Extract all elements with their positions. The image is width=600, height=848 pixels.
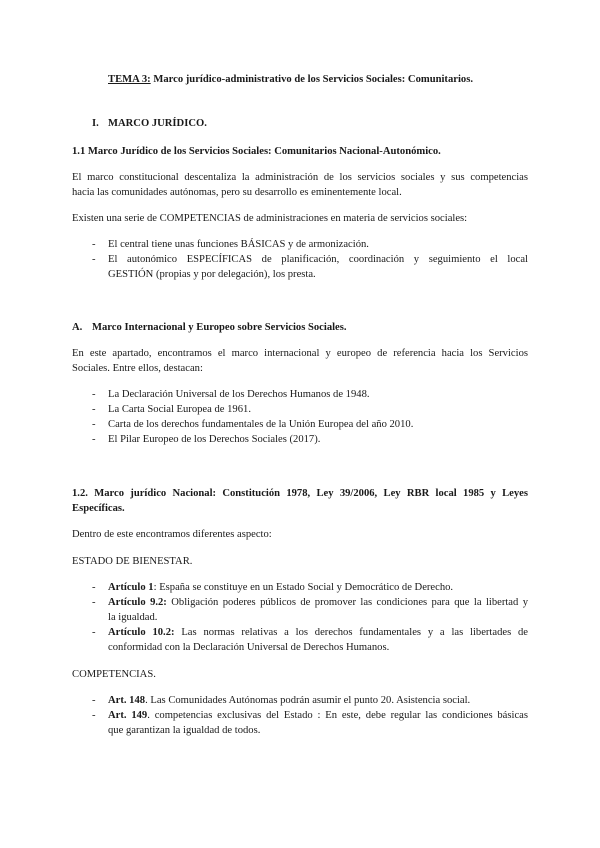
section-1-heading: MARCO JURÍDICO. [108,118,207,129]
article-text: : España se constituye en un Estado Social y Democrático de Derecho. [153,582,454,593]
section-1-number: I. [92,118,99,129]
bullet-dash: - [92,239,96,250]
article-text: . Las Comunidades Autónomas podrán asumir el punto 20. Asistencia social. [145,695,471,706]
list-item-text: El central tiene unas funciones BÁSICAS y de armonización. [108,239,369,250]
bullet-dash: - [92,695,96,706]
list-item-text: El Pilar Europeo de los Derechos Sociales (2017). [108,434,321,445]
article-label: Artículo 9.2: [108,597,167,608]
paragraph-1-line-1: El marco constitucional descentaliza la administración de los servicios sociales y sus competencias [72,172,528,183]
article-text: Obligación poderes públicos de promover las condiciones para que la libertad y [166,597,529,608]
list-item-text-continued: que garantizan la igualdad de todos. [108,725,261,736]
article-text: . competencias exclusivas del Estado : En este, debe regular las condiciones básicas [147,710,528,721]
subsection-1-1-heading: 1.1 Marco Jurídico de los Servicios Sociales: Comunitarios Nacional-Autonómico. [72,146,441,157]
article-label: Artículo 10.2: [108,627,175,638]
competencias-heading: COMPETENCIAS. [72,669,156,680]
article-label: Art. 148 [108,695,146,706]
list-item-text: El autonómico ESPECÍFICAS de planificación, coordinación y seguimiento el local [108,254,528,265]
article-text: Las normas relativas a los derechos fundamentales y a las libertades de [174,627,528,638]
title-text: Marco jurídico-administrativo de los Servicios Sociales: Comunitarios. [150,74,473,85]
section-a-letter: A. [72,322,83,333]
bullet-dash: - [92,582,96,593]
bullet-dash: - [92,404,96,415]
list-item-text [108,581,453,596]
list-item-text-continued: la igualdad. [108,612,158,623]
bullet-dash: - [92,434,96,445]
bullet-dash: - [92,710,96,721]
section-a-heading: Marco Internacional y Europeo sobre Servicios Sociales. [92,322,347,333]
list-item-text: Carta de los derechos fundamentales de la Unión Europea del año 2010. [108,419,414,430]
list-item-text [108,596,528,611]
list-item-text: La Carta Social Europea de 1961. [108,404,251,415]
document-title [108,73,473,88]
list-item-text-continued: conformidad con la Declaración Universal de Derechos Humanos. [108,642,390,653]
title-label: TEMA 3: [108,74,151,85]
list-item-text [108,694,470,709]
article-label: Art. 149 [108,710,148,721]
paragraph-1-2: Dentro de este encontramos diferentes aspecto: [72,529,272,540]
bullet-dash: - [92,627,96,638]
bullet-dash: - [92,254,96,265]
paragraph-a-line-2: Sociales. Entre ellos, destacan: [72,363,203,374]
paragraph-1-line-2: hacia las comunidades autónomas, pero su desarrollo es eminentemente local. [72,187,402,198]
list-item-text: La Declaración Universal de los Derechos Humanos de 1948. [108,389,370,400]
bullet-dash: - [92,597,96,608]
subsection-1-2-heading-line-1: 1.2. Marco jurídico Nacional: Constitución 1978, Ley 39/2006, Ley RBR local 1985 y Leyes [72,488,528,499]
list-item-text [108,626,528,641]
bullet-dash: - [92,389,96,400]
paragraph-2: Existen una serie de COMPETENCIAS de administraciones en materia de servicios sociales: [72,213,468,224]
paragraph-a-line-1: En este apartado, encontramos el marco internacional y europeo de referencia hacia los Servicios [72,348,528,359]
list-item-text [108,709,528,724]
estado-bienestar-heading: ESTADO DE BIENESTAR. [72,556,193,567]
list-item-text-continued: GESTIÓN (propias y por delegación), los presta. [108,269,316,280]
article-label: Artículo 1 [108,582,154,593]
bullet-dash: - [92,419,96,430]
subsection-1-2-heading-line-2: Específicas. [72,503,125,514]
